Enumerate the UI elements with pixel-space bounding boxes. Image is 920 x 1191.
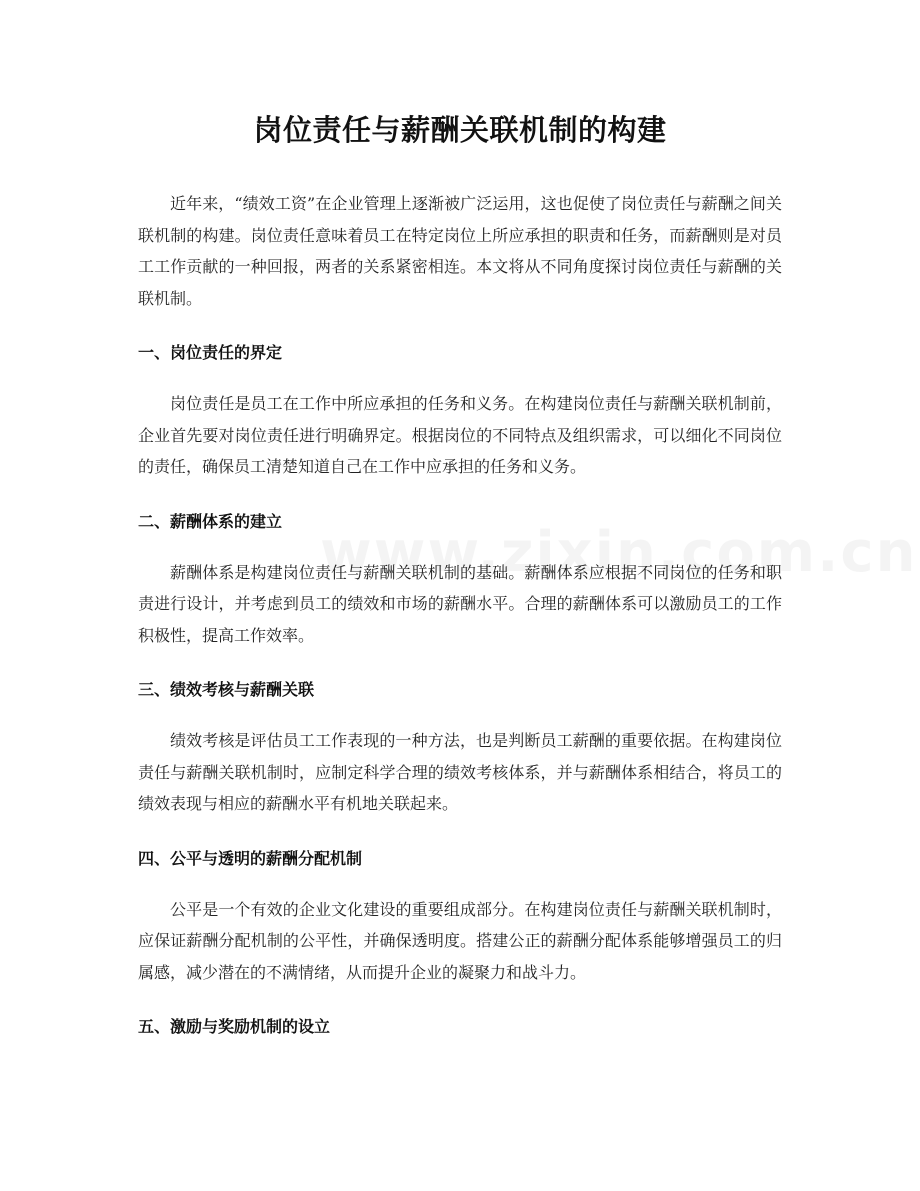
intro-paragraph: 近年来，“绩效工资”在企业管理上逐渐被广泛运用，这也促使了岗位责任与薪酬之间关联机制的构建。岗位责任意味着员工在特定岗位上所应承担的职责和任务，而薪酬则是对员工工作贡献的一种回报，两者的关系紧密相连。本文将从不同角度探讨岗位责任与薪酬的关联机制。 [138,194,782,308]
section-5 [138,1014,782,1040]
section-heading: 五、激励与奖励机制的设立 [138,1017,331,1036]
section-3 [138,677,782,820]
section-paragraph: 薪酬体系是构建岗位责任与薪酬关联机制的基础。薪酬体系应根据不同岗位的任务和职责进行设计，并考虑到员工的绩效和市场的薪酬水平。合理的薪酬体系可以激励员工的工作积极性，提高工作效率。 [138,562,782,645]
section-2 [138,509,782,652]
section-4 [138,846,782,989]
section-paragraph: 绩效考核是评估员工工作表现的一种方法，也是判断员工薪酬的重要依据。在构建岗位责任与薪酬关联机制时，应制定科学合理的绩效考核体系，并与薪酬体系相结合，将员工的绩效表现与相应的薪酬水平有机地关联起来。 [138,731,782,813]
document-title: 岗位责任与薪酬关联机制的构建 [253,113,667,147]
section-paragraph: 岗位责任是员工在工作中所应承担的任务和义务。在构建岗位责任与薪酬关联机制前，企业首先要对岗位责任进行明确界定。根据岗位的不同特点及组织需求，可以细化不同岗位的责任，确保员工清楚知道自己在工作中应承担的任务和义务。 [138,394,782,476]
section-1 [138,340,782,483]
section-paragraph: 公平是一个有效的企业文化建设的重要组成部分。在构建岗位责任与薪酬关联机制时，应保证薪酬分配机制的公平性，并确保透明度。搭建公正的薪酬分配体系能够增强员工的归属感，减少潜在的不满情绪，从而提升企业的凝聚力和战斗力。 [138,899,782,982]
section-heading: 一、岗位责任的界定 [138,343,283,362]
section-heading: 四、公平与透明的薪酬分配机制 [138,848,363,868]
section-heading: 二、薪酬体系的建立 [138,511,283,531]
section-heading: 三、绩效考核与薪酬关联 [138,680,315,699]
